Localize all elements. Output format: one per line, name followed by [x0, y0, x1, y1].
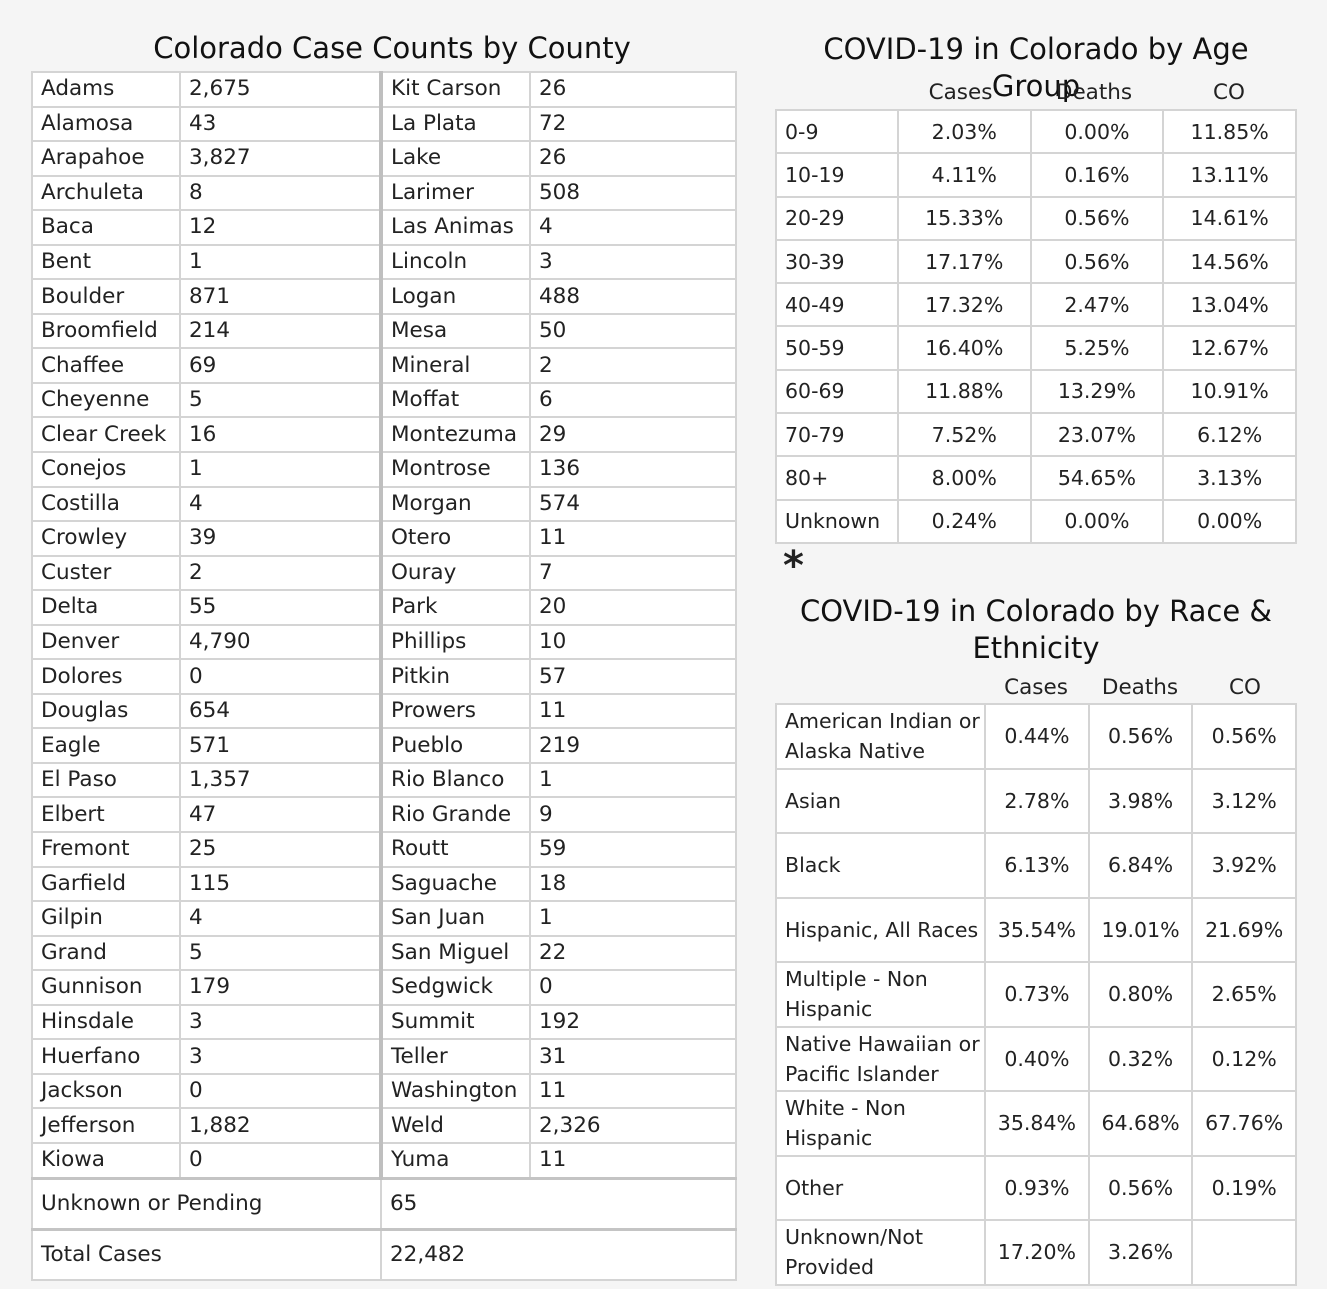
county-case-count: 1: [530, 901, 736, 936]
unknown-or-pending-row: [32, 1178, 736, 1229]
county-name: Mesa: [381, 314, 530, 349]
race-cases-pct: 6.13%: [985, 833, 1089, 898]
county-name: Jackson: [32, 1074, 180, 1109]
table-row: [32, 1143, 736, 1178]
county-case-count: 4,790: [180, 625, 381, 660]
race-cases-pct: 0.40%: [985, 1027, 1089, 1092]
age-group-label: 10-19: [776, 153, 898, 196]
table-row: [32, 694, 736, 729]
county-name: Teller: [381, 1039, 530, 1074]
county-name: Yuma: [381, 1143, 530, 1178]
table-row: [32, 1108, 736, 1143]
age-co-pct: 13.11%: [1163, 153, 1296, 196]
county-case-count: 2,326: [530, 1108, 736, 1143]
county-name: Phillips: [381, 625, 530, 660]
county-case-count: 508: [530, 176, 736, 211]
county-case-count: 26: [530, 72, 736, 107]
county-name: Chaffee: [32, 348, 180, 383]
age-co-pct: 0.00%: [1163, 500, 1296, 543]
county-name: Montrose: [381, 452, 530, 487]
county-name: Prowers: [381, 694, 530, 729]
county-name: Moffat: [381, 383, 530, 418]
race-co-pct: 2.65%: [1192, 962, 1296, 1027]
county-case-count: 488: [530, 279, 736, 314]
county-case-count: 25: [180, 832, 381, 867]
age-table-title: COVID-19 in Colorado by Age Group: [823, 32, 1249, 103]
county-name: Otero: [381, 521, 530, 556]
table-row: [32, 245, 736, 280]
table-row: [32, 763, 736, 798]
county-case-count: 59: [530, 832, 736, 867]
race-cases-pct: 2.78%: [985, 769, 1089, 834]
county-case-count: 3,827: [180, 141, 381, 176]
table-row: [32, 728, 736, 763]
county-case-count: 11: [530, 694, 736, 729]
race-deaths-pct: 64.68%: [1089, 1091, 1193, 1156]
county-name: Montezuma: [381, 417, 530, 452]
county-name: Elbert: [32, 797, 180, 832]
county-name: Rio Grande: [381, 797, 530, 832]
age-deaths-pct: 23.07%: [1031, 413, 1164, 456]
race-group-label: Native Hawaiian or Pacific Islander: [776, 1027, 985, 1092]
county-case-count: 2: [530, 348, 736, 383]
county-name: Custer: [32, 556, 180, 591]
age-co-pct: 11.85%: [1163, 110, 1296, 153]
table-row: [776, 1091, 1296, 1156]
age-group-label: 50-59: [776, 326, 898, 369]
county-name: Bent: [32, 245, 180, 280]
age-deaths-pct: 0.56%: [1031, 197, 1164, 240]
age-co-pct: 13.04%: [1163, 283, 1296, 326]
table-row: [32, 210, 736, 245]
table-row: [776, 370, 1296, 413]
county-case-count: 18: [530, 867, 736, 902]
age-cases-pct: 16.40%: [898, 326, 1031, 369]
county-name: Ouray: [381, 556, 530, 591]
table-row: [776, 153, 1296, 196]
county-name: Adams: [32, 72, 180, 107]
total-cases-value: 22,482: [381, 1229, 736, 1280]
table-row: [776, 500, 1296, 543]
total-cases-row: [32, 1229, 736, 1280]
county-case-count: 9: [530, 797, 736, 832]
race-header-co: CO: [1229, 675, 1261, 700]
age-cases-pct: 17.32%: [898, 283, 1031, 326]
table-row: [776, 898, 1296, 963]
table-row: [32, 1039, 736, 1074]
county-case-count: 47: [180, 797, 381, 832]
county-name: Archuleta: [32, 176, 180, 211]
county-case-count: 22: [530, 936, 736, 971]
table-row: [32, 72, 736, 107]
age-co-pct: 12.67%: [1163, 326, 1296, 369]
county-name: Baca: [32, 210, 180, 245]
table-row: [32, 590, 736, 625]
race-group-label: Asian: [776, 769, 985, 834]
county-name: Arapahoe: [32, 141, 180, 176]
table-row: [32, 279, 736, 314]
county-case-count: 0: [180, 1074, 381, 1109]
county-case-count: 2: [180, 556, 381, 591]
race-group-label: White - Non Hispanic: [776, 1091, 985, 1156]
table-row: [32, 383, 736, 418]
table-row: [32, 348, 736, 383]
table-row: [32, 176, 736, 211]
table-row: [32, 487, 736, 522]
county-name: Mineral: [381, 348, 530, 383]
county-case-count: 12: [180, 210, 381, 245]
age-co-pct: 3.13%: [1163, 456, 1296, 499]
county-case-count: 72: [530, 107, 736, 142]
race-table-header: [985, 675, 1297, 700]
county-name: Clear Creek: [32, 417, 180, 452]
race-deaths-pct: 3.26%: [1089, 1220, 1193, 1285]
county-case-count: 31: [530, 1039, 736, 1074]
county-name: Lincoln: [381, 245, 530, 280]
county-name: Pitkin: [381, 659, 530, 694]
table-row: [32, 141, 736, 176]
county-table-title: Colorado Case Counts by County: [153, 31, 631, 65]
age-group-label: 20-29: [776, 197, 898, 240]
table-row: [776, 769, 1296, 834]
county-name: San Juan: [381, 901, 530, 936]
county-name: Kiowa: [32, 1143, 180, 1178]
county-case-count: 1: [180, 452, 381, 487]
county-name: El Paso: [32, 763, 180, 798]
county-case-count: 7: [530, 556, 736, 591]
county-case-count: 57: [530, 659, 736, 694]
table-row: [32, 659, 736, 694]
race-header-deaths: Deaths: [1101, 675, 1179, 700]
table-row: [32, 314, 736, 349]
county-name: Sedgwick: [381, 970, 530, 1005]
county-case-count: 1: [530, 763, 736, 798]
age-co-pct: 14.56%: [1163, 240, 1296, 283]
table-row: [776, 1156, 1296, 1221]
age-table-header: [895, 80, 1296, 105]
county-case-count: 39: [180, 521, 381, 556]
county-name: Hinsdale: [32, 1005, 180, 1040]
race-cases-pct: 0.44%: [985, 704, 1089, 769]
county-case-count: 4: [180, 901, 381, 936]
county-case-count: 1: [180, 245, 381, 280]
age-cases-pct: 2.03%: [898, 110, 1031, 153]
race-deaths-pct: 3.98%: [1089, 769, 1193, 834]
race-cases-pct: 35.54%: [985, 898, 1089, 963]
county-name: San Miguel: [381, 936, 530, 971]
county-name: Costilla: [32, 487, 180, 522]
age-deaths-pct: 0.00%: [1031, 500, 1164, 543]
county-case-count: 4: [530, 210, 736, 245]
county-name: Jefferson: [32, 1108, 180, 1143]
age-header-cases: Cases: [928, 80, 993, 105]
county-name: Pueblo: [381, 728, 530, 763]
race-cases-pct: 17.20%: [985, 1220, 1089, 1285]
county-name: Eagle: [32, 728, 180, 763]
county-case-count: 43: [180, 107, 381, 142]
race-co-pct: 67.76%: [1192, 1091, 1296, 1156]
table-row: [776, 326, 1296, 369]
age-cases-pct: 11.88%: [898, 370, 1031, 413]
county-name: Gunnison: [32, 970, 180, 1005]
table-row: [776, 240, 1296, 283]
county-name: Boulder: [32, 279, 180, 314]
age-deaths-pct: 0.00%: [1031, 110, 1164, 153]
county-case-count: 1,357: [180, 763, 381, 798]
race-co-pct: 3.12%: [1192, 769, 1296, 834]
age-deaths-pct: 2.47%: [1031, 283, 1164, 326]
age-cases-pct: 0.24%: [898, 500, 1031, 543]
county-case-count: 5: [180, 383, 381, 418]
county-case-count: 8: [180, 176, 381, 211]
county-case-count: 11: [530, 521, 736, 556]
county-name: Las Animas: [381, 210, 530, 245]
county-name: Washington: [381, 1074, 530, 1109]
race-header-cases: Cases: [1004, 675, 1068, 700]
table-row: [32, 797, 736, 832]
age-group-label: 0-9: [776, 110, 898, 153]
total-cases-label: Total Cases: [32, 1229, 381, 1280]
county-name: Kit Carson: [381, 72, 530, 107]
county-name: Summit: [381, 1005, 530, 1040]
county-name: Saguache: [381, 867, 530, 902]
county-case-count: 3: [530, 245, 736, 280]
race-cases-pct: 0.93%: [985, 1156, 1089, 1221]
race-deaths-pct: 0.32%: [1089, 1027, 1193, 1092]
county-case-count: 3: [180, 1039, 381, 1074]
race-co-pct: 0.12%: [1192, 1027, 1296, 1092]
county-case-count: 4: [180, 487, 381, 522]
race-deaths-pct: 19.01%: [1089, 898, 1193, 963]
age-header-co: CO: [1213, 80, 1245, 105]
county-case-count: 1,882: [180, 1108, 381, 1143]
table-row: [32, 832, 736, 867]
age-cases-pct: 4.11%: [898, 153, 1031, 196]
race-deaths-pct: 0.56%: [1089, 704, 1193, 769]
table-row: [776, 1027, 1296, 1092]
age-group-label: Unknown: [776, 500, 898, 543]
table-row: [32, 867, 736, 902]
table-row: [776, 704, 1296, 769]
county-name: Rio Blanco: [381, 763, 530, 798]
county-case-count: 219: [530, 728, 736, 763]
county-case-count: 29: [530, 417, 736, 452]
county-case-table: [31, 71, 737, 1281]
county-name: Conejos: [32, 452, 180, 487]
race-group-label: Black: [776, 833, 985, 898]
county-name: Huerfano: [32, 1039, 180, 1074]
age-cases-pct: 7.52%: [898, 413, 1031, 456]
county-name: Larimer: [381, 176, 530, 211]
table-row: [776, 110, 1296, 153]
age-deaths-pct: 5.25%: [1031, 326, 1164, 369]
county-name: Garfield: [32, 867, 180, 902]
county-case-count: 571: [180, 728, 381, 763]
county-case-count: 2,675: [180, 72, 381, 107]
unknown-or-pending-value: 65: [381, 1178, 736, 1229]
table-row: [776, 1220, 1296, 1285]
table-row: [32, 1074, 736, 1109]
county-case-count: 5: [180, 936, 381, 971]
county-case-count: 26: [530, 141, 736, 176]
table-row: [32, 521, 736, 556]
asterisk-note-marker: *: [783, 543, 804, 589]
unknown-or-pending-label: Unknown or Pending: [32, 1178, 381, 1229]
county-case-count: 179: [180, 970, 381, 1005]
table-row: [776, 283, 1296, 326]
county-case-count: 6: [530, 383, 736, 418]
county-case-count: 871: [180, 279, 381, 314]
county-name: Crowley: [32, 521, 180, 556]
table-row: [32, 107, 736, 142]
table-row: [32, 936, 736, 971]
race-co-pct: 3.92%: [1192, 833, 1296, 898]
race-deaths-pct: 6.84%: [1089, 833, 1193, 898]
age-group-label: 40-49: [776, 283, 898, 326]
table-row: [32, 417, 736, 452]
county-case-count: 10: [530, 625, 736, 660]
county-case-count: 20: [530, 590, 736, 625]
table-row: [32, 556, 736, 591]
race-co-pct: 0.19%: [1192, 1156, 1296, 1221]
county-case-count: 11: [530, 1143, 736, 1178]
county-case-count: 11: [530, 1074, 736, 1109]
age-co-pct: 14.61%: [1163, 197, 1296, 240]
county-case-count: 0: [530, 970, 736, 1005]
age-group-label: 60-69: [776, 370, 898, 413]
table-row: [32, 625, 736, 660]
age-group-label: 80+: [776, 456, 898, 499]
county-name: Park: [381, 590, 530, 625]
county-name: Dolores: [32, 659, 180, 694]
table-row: [776, 833, 1296, 898]
county-case-count: 574: [530, 487, 736, 522]
race-group-label: American Indian or Alaska Native: [776, 704, 985, 769]
county-case-count: 0: [180, 659, 381, 694]
age-group-label: 30-39: [776, 240, 898, 283]
table-row: [776, 197, 1296, 240]
age-deaths-pct: 0.56%: [1031, 240, 1164, 283]
table-row: [32, 1005, 736, 1040]
county-name: Gilpin: [32, 901, 180, 936]
county-name: Fremont: [32, 832, 180, 867]
table-row: [32, 970, 736, 1005]
table-row: [32, 452, 736, 487]
age-cases-pct: 8.00%: [898, 456, 1031, 499]
race-group-label: Multiple - Non Hispanic: [776, 962, 985, 1027]
age-group-table: [775, 109, 1297, 544]
table-row: [776, 456, 1296, 499]
race-deaths-pct: 0.80%: [1089, 962, 1193, 1027]
race-table-title: COVID-19 in Colorado by Race & Ethnicity: [799, 594, 1273, 665]
county-name: Delta: [32, 590, 180, 625]
age-deaths-pct: 13.29%: [1031, 370, 1164, 413]
county-name: Alamosa: [32, 107, 180, 142]
county-case-count: 0: [180, 1143, 381, 1178]
race-co-pct: [1192, 1220, 1296, 1285]
race-deaths-pct: 0.56%: [1089, 1156, 1193, 1221]
age-header-deaths: Deaths: [1055, 80, 1133, 105]
county-case-count: 3: [180, 1005, 381, 1040]
county-case-count: 654: [180, 694, 381, 729]
county-name: Logan: [381, 279, 530, 314]
county-name: Broomfield: [32, 314, 180, 349]
table-row: [32, 901, 736, 936]
county-case-count: 16: [180, 417, 381, 452]
age-co-pct: 6.12%: [1163, 413, 1296, 456]
age-cases-pct: 15.33%: [898, 197, 1031, 240]
county-name: Denver: [32, 625, 180, 660]
race-ethnicity-table: [775, 703, 1297, 1286]
county-case-count: 69: [180, 348, 381, 383]
county-name: Lake: [381, 141, 530, 176]
race-group-label: Other: [776, 1156, 985, 1221]
county-case-count: 50: [530, 314, 736, 349]
county-case-count: 55: [180, 590, 381, 625]
county-name: Grand: [32, 936, 180, 971]
county-case-count: 136: [530, 452, 736, 487]
county-name: La Plata: [381, 107, 530, 142]
race-group-label: Unknown/Not Provided: [776, 1220, 985, 1285]
table-row: [776, 962, 1296, 1027]
county-case-count: 192: [530, 1005, 736, 1040]
age-deaths-pct: 54.65%: [1031, 456, 1164, 499]
race-co-pct: 0.56%: [1192, 704, 1296, 769]
age-co-pct: 10.91%: [1163, 370, 1296, 413]
county-name: Douglas: [32, 694, 180, 729]
race-cases-pct: 0.73%: [985, 962, 1089, 1027]
county-name: Weld: [381, 1108, 530, 1143]
county-case-count: 115: [180, 867, 381, 902]
age-deaths-pct: 0.16%: [1031, 153, 1164, 196]
race-group-label: Hispanic, All Races: [776, 898, 985, 963]
table-row: [776, 413, 1296, 456]
county-name: Routt: [381, 832, 530, 867]
age-group-label: 70-79: [776, 413, 898, 456]
county-name: Morgan: [381, 487, 530, 522]
race-cases-pct: 35.84%: [985, 1091, 1089, 1156]
county-name: Cheyenne: [32, 383, 180, 418]
race-co-pct: 21.69%: [1192, 898, 1296, 963]
county-case-count: 214: [180, 314, 381, 349]
age-cases-pct: 17.17%: [898, 240, 1031, 283]
